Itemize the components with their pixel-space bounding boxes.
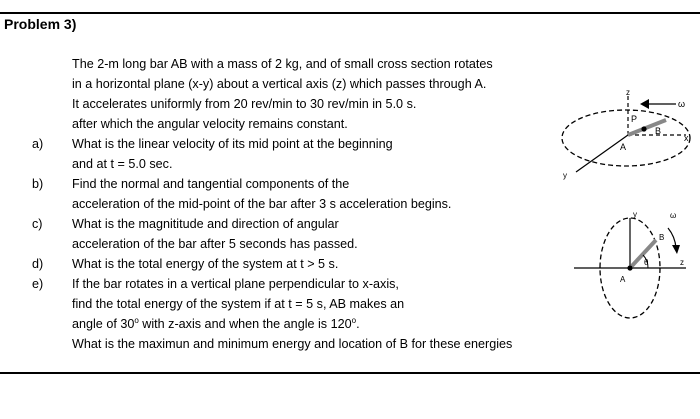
fig1-label-a: A (620, 142, 627, 152)
part-a-line-2: and at t = 5.0 sec. (72, 157, 173, 171)
fig1-label-x: x (684, 133, 689, 143)
statement-line-2: in a horizontal plane (x-y) about a vertical axis (z) which passes through A. (72, 77, 487, 91)
part-e-line-2: find the total energy of the system if at t = 5 s, AB makes an (72, 297, 405, 311)
fig1-label-y: y (563, 171, 567, 180)
part-c-line-2: acceleration of the bar after 5 seconds has passed. (72, 237, 358, 251)
degree-sup-1: o (134, 316, 139, 325)
fig2-point-a (627, 265, 632, 270)
statement-line-4: after which the angular velocity remains constant. (72, 117, 348, 131)
part-b-line-2: acceleration of the mid-point of the bar after 3 s acceleration begins. (72, 197, 452, 211)
fig1-label-omega: ω (678, 99, 686, 109)
fig2-label-z: z (680, 258, 684, 267)
part-a-marker: a) (32, 137, 44, 151)
fig2-label-y: y (633, 210, 637, 219)
problem-title: Problem 3) (4, 16, 77, 32)
fig2-omega-arrowhead (672, 245, 680, 254)
part-c-marker: c) (32, 217, 43, 231)
part-e-marker: e) (32, 277, 44, 291)
fig2-label-a: A (620, 275, 626, 284)
part-c-line-1: What is the magnititude and direction of angular (72, 217, 339, 231)
bottom-rule (0, 372, 700, 374)
part-e-line-3: angle of 30$^o$ with z-axis and when the angle is 120$^o$. (72, 316, 360, 331)
degree-sup-2: o (351, 316, 357, 325)
part-b-line-1: Find the normal and tangential components of the (72, 177, 350, 191)
fig2-label-omega: ω (670, 211, 677, 220)
fig2-bar-ab (630, 240, 656, 268)
part-d-marker: d) (32, 257, 44, 271)
fig2-label-theta: θ (644, 258, 649, 267)
fig1-label-b: B (655, 126, 662, 136)
part-e-line-1: If the bar rotates in a vertical plane perpendicular to x-axis, (72, 277, 399, 291)
fig1-label-z: z (626, 88, 630, 97)
part-b-marker: b) (32, 177, 44, 191)
part-d-line-1: What is the total energy of the system at t > 5 s. (72, 257, 339, 271)
part-e-line-4: What is the maximun and minimum energy and location of B for these energies (72, 337, 513, 351)
part-a-line-1: What is the linear velocity of its mid point at the beginning (72, 137, 393, 151)
statement-line-3: It accelerates uniformly from 20 rev/min to 30 rev/min in 5.0 s. (72, 97, 417, 111)
fig1-label-p: P (631, 114, 638, 124)
statement-line-1: The 2-m long bar AB with a mass of 2 kg, and of small cross section rotates (72, 57, 493, 71)
fig2-label-b: B (659, 233, 665, 242)
